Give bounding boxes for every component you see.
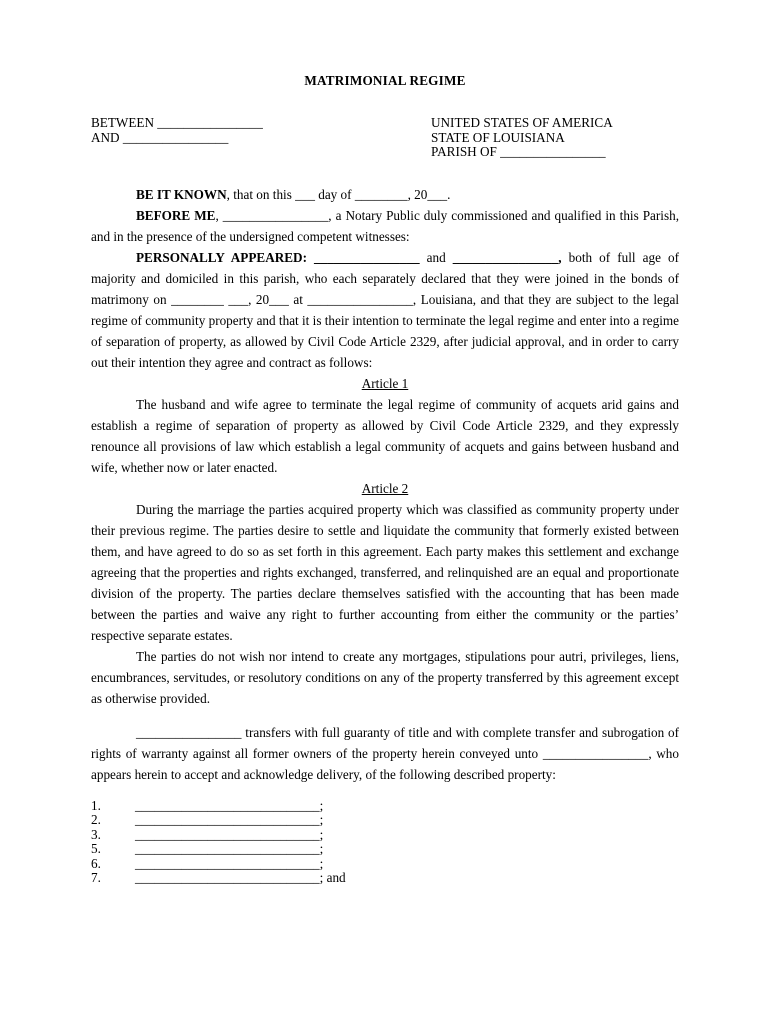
- transfer-paragraph: ________________ transfers with full guaranty of title and with complete transfer and subrogation of rights of warranty against all former owners of the property herein conveyed unto ________________, who appears herein to accept and acknowledge delivery, of the following described property:: [91, 725, 679, 782]
- article-2-heading: Article 2: [361, 481, 409, 496]
- article-1-text: The husband and wife agree to terminate the legal regime of community of acquets arid gains and establish a regime of separation of property as allowed by Civil Code Article 2329, and they expressly renounce all provisions of law which establish a legal community of acquets and gains between husband and wife, whether now or later enacted.: [91, 397, 679, 475]
- personally-appeared-paragraph: PERSONALLY APPEARED: ________________ and ________________, both of full age of majority and domiciled in this parish, who each separately declared that they were joined in the bonds of matrimony on ________ ___, 20___ at ________________, Louisiana, and that they are subject to the legal regime of community property and that it is their intention to terminate the legal regime and enter into a regime of separation of property, as allowed by Civil Code Article 2329, after judicial approval, and in order to carry out their intention they agree and contract as follows:: [91, 250, 680, 370]
- be-it-known-paragraph: BE IT KNOWN, that on this ___ day of ________, 20___.: [136, 187, 451, 202]
- article-2-text-continued: The parties do not wish nor intend to create any mortgages, stipulations pour autri, privileges, liens, encumbrances, servitudes, or resolutory conditions on any of the property transferred by this agreement except as otherwise provided.: [91, 649, 679, 706]
- article-1-heading: Article 1: [361, 376, 409, 391]
- list-item: 5. ____________________________;: [91, 841, 324, 857]
- property-list: [91, 799, 679, 885]
- parties-header: [91, 116, 263, 145]
- parish-line: PARISH OF ________________: [431, 144, 606, 159]
- list-item: 2. ____________________________;: [91, 812, 324, 828]
- before-me-paragraph: BEFORE ME, ________________, a Notary Public duly commissioned and qualified in this Parish, and in the presence of the undersigned competent witnesses:: [91, 208, 679, 244]
- list-item: 1. ____________________________;: [91, 798, 324, 813]
- list-item: 3. ____________________________;: [91, 826, 324, 842]
- between-line: BETWEEN ________________: [91, 115, 263, 130]
- document-body: [91, 184, 679, 885]
- state-line: STATE OF LOUISIANA: [431, 129, 565, 145]
- country-line: UNITED STATES OF AMERICA: [431, 115, 613, 130]
- document-title: MATRIMONIAL REGIME: [304, 73, 466, 88]
- and-line: AND ________________: [91, 129, 229, 145]
- spacer: [91, 709, 679, 722]
- list-item: 6. ____________________________;: [91, 855, 324, 871]
- jurisdiction-header: [431, 116, 613, 160]
- article-2-text: During the marriage the parties acquired property which was classified as community property under their previous regime. The parties desire to settle and liquidate the community that formerly existed between them, and have agreed to do so as set forth in this agreement. Each party makes this settlement and exchange agreeing that the properties and rights exchanged, transferred, and relinquished are an equal and proportionate division of the property. The parties declare themselves satisfied with the accounting that has been made between the parties and waive any right to further accounting from either the community or the parties’ respective separate estates.: [91, 502, 679, 643]
- list-item: 7. ____________________________; and: [91, 870, 346, 886]
